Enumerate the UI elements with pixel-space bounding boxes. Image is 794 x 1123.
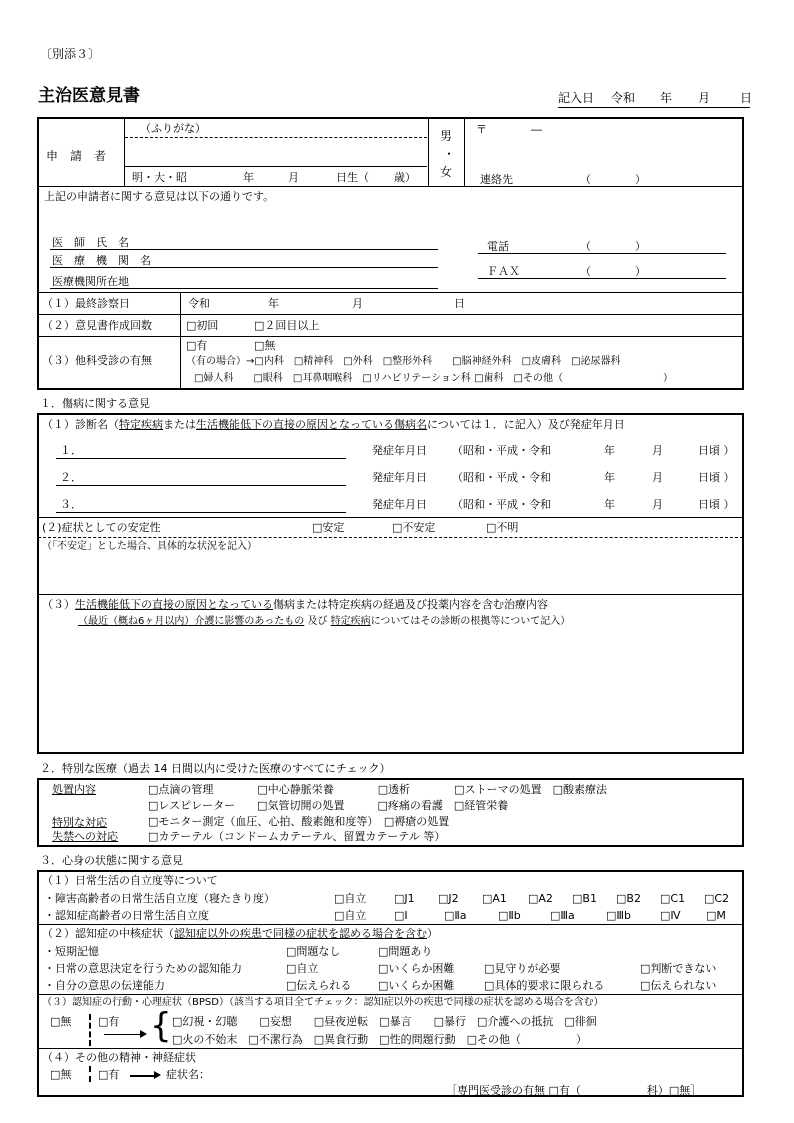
bedridden-opt-4[interactable]: □A1 (482, 892, 507, 905)
diagnosis-3-month: 月 (652, 498, 663, 511)
last-exam-year: 年 (268, 297, 279, 310)
entry-date-month: 月 (698, 91, 711, 105)
bedridden-label: ・障害高齢者の日常生活自立度（寝たきり度） (44, 892, 275, 905)
gender-male: 男 (440, 129, 453, 143)
applicant-label: 申 請 者 (46, 149, 107, 163)
diagnosis-3-onset: 発症年月日 (372, 498, 427, 511)
diagnosis-3-day: 日頃 ） (698, 498, 735, 511)
phone-value: （ ） (580, 240, 646, 253)
bedridden-opt-9[interactable]: □C2 (704, 892, 730, 905)
diagnosis-1-day: 日頃 ） (698, 444, 735, 457)
s3-divider-1 (38, 924, 743, 925)
bpsd-symptoms-1[interactable]: □幻視・幻聴 □妄想 □昼夜逆転 □暴言 □暴行 □介護への抵抗 □徘徊 (172, 1015, 597, 1028)
other-neuro-arrow-line (130, 1075, 156, 1077)
other-dept-no[interactable]: □無 (254, 339, 276, 352)
first-time-checkbox[interactable]: □初回 (186, 319, 219, 332)
doctor-name-line (50, 249, 438, 250)
bpsd-brace: { (150, 1006, 172, 1046)
decision-label: ・日常の意思決定を行うための認知能力 (44, 962, 242, 975)
stable-checkbox[interactable]: □安定 (312, 521, 345, 534)
birth-era: 明・大・昭 (132, 171, 187, 184)
special-care-line-1[interactable]: □点滴の管理 □中心静脈栄養 □透析 □ストーマの処置 □酸素療法 (148, 783, 607, 796)
decision-independent[interactable]: □自立 (286, 962, 319, 975)
section2-title: ２．特別な医療（過去 14 日間以内に受けた医療のすべてにチェック） (40, 762, 391, 775)
furigana-dashed-line (125, 137, 427, 138)
other-neuro-heading: （４）その他の精神・神経症状 (42, 1051, 196, 1064)
last-exam-month: 月 (352, 297, 363, 310)
unstable-note: （「不安定」とした場合、具体的な状況を記入） (42, 541, 257, 552)
diagnosis-3-line (56, 512, 346, 513)
postal-code: 〒 ― (476, 123, 542, 136)
diagnosis-1-year: 年 (604, 444, 615, 457)
entry-date-day: 日 (740, 91, 753, 105)
other-neuro-no[interactable]: □無 (50, 1068, 72, 1081)
bpsd-heading: （３）認知症の行動・心理症状（BPSD）（該当する項目全てチェック：認知症以外の疾患で同様の症状を認める場合を含む） (42, 997, 604, 1008)
bpsd-yes[interactable]: □有 (98, 1015, 120, 1028)
s3-divider-3 (38, 1048, 743, 1049)
bpsd-symptoms-2[interactable]: □火の不始末 □不潔行為 □異食行動 □性的問題行動 □その他（ ） (172, 1033, 587, 1046)
gender-female: 女 (440, 165, 453, 179)
attachment-label: 〔別添３〕 (40, 47, 101, 61)
last-exam-era: 令和 (188, 297, 210, 310)
other-dept-label: （３）他科受診の有無 (42, 354, 152, 367)
decision-supervision[interactable]: □見守りが必要 (484, 962, 561, 975)
second-time-checkbox[interactable]: □２回目以上 (254, 319, 320, 332)
unknown-checkbox[interactable]: □不明 (486, 521, 519, 534)
communication-cannot[interactable]: □伝えられない (640, 979, 717, 992)
dementia-level-label: ・認知症高齢者の日常生活自立度 (44, 909, 209, 922)
other-dept-list-1[interactable]: （有の場合）→□内科 □精神科 □外科 □整形外科 □脳神経外科 □皮膚科 □泌尿器科 (186, 356, 621, 367)
diagnosis-2-month: 月 (652, 471, 663, 484)
page-title: 主治医意見書 (38, 86, 140, 106)
diagnosis-heading: （１）診断名（特定疾病または生活機能低下の直接の原因となっている傷病名については１．に記入）及び発症年月日 (42, 418, 625, 431)
diagnosis-2-number: ２． (60, 471, 82, 484)
birth-month: 月 (288, 171, 299, 184)
other-dept-list-2[interactable]: □婦人科 □眼科 □耳鼻咽喉科 □リハビリテーション科 □歯科 □その他（ ） (194, 373, 673, 384)
other-neuro-arrow-icon (154, 1071, 161, 1079)
phone-line (478, 253, 726, 254)
row3-top-line (38, 336, 743, 337)
dementia-opt-2[interactable]: □Ⅰ (394, 909, 408, 922)
dementia-opt-1[interactable]: □自立 (334, 909, 367, 922)
treatment-content-label: 処置内容 (52, 783, 96, 796)
name-gender-divider (428, 118, 429, 186)
diagnosis-2-day: 日頃 ） (698, 471, 735, 484)
treatment-heading: （３）生活機能低下の直接の原因となっている傷病または特定疾病の経過及び投薬内容を含む治療内容 (42, 598, 548, 611)
bedridden-opt-7[interactable]: □B2 (616, 892, 641, 905)
diagnosis-2-year: 年 (604, 471, 615, 484)
symptom-name-label: 症状名： (166, 1068, 210, 1081)
special-care-line-2[interactable]: □レスピレーター □気管切開の処置 □疼痛の看護 □経管栄養 (148, 799, 509, 812)
core-symptoms-heading: （２）認知症の中核症状（認知症以外の疾患で同様の症状を認める場合を含む） (42, 927, 438, 940)
dementia-opt-5[interactable]: □Ⅲa (550, 909, 575, 922)
decision-some-difficulty[interactable]: □いくらか困難 (378, 962, 455, 975)
stability-label: (２)症状としての安定性 (42, 521, 161, 534)
diagnosis-2-line (56, 485, 346, 486)
bedridden-opt-6[interactable]: □B1 (572, 892, 597, 905)
institution-label: 医 療 機 関 名 (52, 254, 151, 267)
special-care-line-4[interactable]: □カテーテル（コンドームカテーテル、留置カテーテル 等） (148, 830, 446, 843)
diagnosis-3-number: ３． (60, 498, 82, 511)
diagnosis-3-year: 年 (604, 498, 615, 511)
doctor-name-label: 医 師 氏 名 (52, 236, 129, 249)
phone-label: 電話 (487, 240, 509, 253)
dementia-opt-7[interactable]: □Ⅳ (660, 909, 681, 922)
communication-some-difficulty[interactable]: □いくらか困難 (378, 979, 455, 992)
gender-dot: ・ (443, 147, 456, 161)
section1-box (37, 413, 744, 754)
contact-label: 連絡先 (480, 173, 513, 186)
section1-title: １．傷病に関する意見 (40, 397, 150, 410)
fax-label: ＦＡＸ (487, 265, 520, 278)
s3-divider-2 (38, 994, 743, 995)
bpsd-no[interactable]: □無 (50, 1015, 72, 1028)
intro-text: 上記の申請者に関する意見は以下の通りです。 (44, 190, 275, 203)
diagnosis-2-onset: 発症年月日 (372, 471, 427, 484)
short-memory-problem[interactable]: □問題あり (378, 945, 433, 958)
address-line (50, 288, 438, 289)
dementia-opt-6[interactable]: □Ⅲb (606, 909, 631, 922)
other-neuro-dashed-divider (89, 1066, 91, 1082)
diagnosis-1-onset: 発症年月日 (372, 444, 427, 457)
bpsd-arrow-icon (140, 1030, 147, 1038)
bedridden-opt-8[interactable]: □C1 (660, 892, 686, 905)
row2-top-line (38, 314, 743, 315)
communication-limited[interactable]: □具体的要求に限られる (484, 979, 605, 992)
diagnosis-3-era: （昭和・平成・令和 (452, 498, 551, 511)
stability-top-line (38, 517, 743, 518)
name-bottom-line (125, 166, 427, 167)
bedridden-opt-3[interactable]: □J2 (438, 892, 459, 905)
stability-dashed-line (38, 537, 743, 538)
short-memory-label: ・短期記憶 (44, 945, 99, 958)
bedridden-opt-1[interactable]: □自立 (334, 892, 367, 905)
decision-cannot[interactable]: □判断できない (640, 962, 717, 975)
institution-line (50, 267, 438, 268)
age-unit: 歳） (394, 171, 416, 184)
diagnosis-1-line (56, 458, 346, 459)
specialist-visit[interactable]: ［専門医受診の有無 □有（ 科）□無］ (446, 1084, 702, 1097)
entry-date-year: 年 (660, 91, 673, 105)
furigana-label: （ふりがな） (140, 122, 206, 135)
communication-label: ・自分の意思の伝達能力 (44, 979, 165, 992)
communication-can[interactable]: □伝えられる (286, 979, 352, 992)
row1-top-line (38, 292, 743, 293)
entry-date-era: 令和 (611, 91, 636, 105)
other-dept-yes[interactable]: □有 (186, 339, 208, 352)
dementia-opt-8[interactable]: □M (706, 909, 726, 922)
bpsd-dashed-divider (89, 1014, 91, 1046)
rows-label-divider (180, 293, 181, 389)
birth-day-age: 日生（ (336, 171, 369, 184)
contact-phone: （ ） (580, 173, 646, 186)
last-exam-label: （１）最終診察日 (42, 297, 130, 310)
diagnosis-2-era: （昭和・平成・令和 (452, 471, 551, 484)
special-care-line-3[interactable]: □モニター測定（血圧、心拍、酸素飽和度等） □褥瘡の処置 (148, 815, 450, 828)
applicant-bottom-line (38, 186, 743, 187)
bedridden-opt-5[interactable]: □A2 (528, 892, 553, 905)
dementia-opt-3[interactable]: □Ⅱa (444, 909, 467, 922)
entry-date-underline (558, 107, 750, 108)
address-label: 医療機関所在地 (52, 275, 129, 288)
unstable-checkbox[interactable]: □不安定 (392, 521, 436, 534)
incontinence-label: 失禁への対応 (52, 830, 118, 843)
birth-year: 年 (243, 171, 254, 184)
applicant-label-divider (124, 118, 125, 186)
entry-date-label: 記入日 (558, 91, 595, 105)
treatment-top-line (38, 594, 743, 595)
special-handling-label: 特別な対応 (52, 816, 107, 829)
diagnosis-1-era: （昭和・平成・令和 (452, 444, 551, 457)
treatment-subheading: （最近（概ね6ヶ月以内）介護に影響のあったもの 及び 特定疾病についてはその診断の根拠等について記入） (78, 616, 571, 627)
other-neuro-yes[interactable]: □有 (98, 1068, 120, 1081)
diagnosis-1-number: １． (60, 444, 82, 457)
gender-address-divider (464, 118, 465, 186)
short-memory-ok[interactable]: □問題なし (286, 945, 341, 958)
fax-line (478, 278, 726, 279)
diagnosis-1-month: 月 (652, 444, 663, 457)
section3-title: ３．心身の状態に関する意見 (40, 854, 183, 867)
opinion-count-label: （２）意見書作成回数 (42, 319, 152, 332)
bedridden-opt-2[interactable]: □J1 (394, 892, 415, 905)
last-exam-day: 日 (454, 297, 465, 310)
independence-heading: （１）日常生活の自立度等について (42, 874, 218, 887)
fax-value: （ ） (580, 265, 646, 278)
dementia-opt-4[interactable]: □Ⅱb (498, 909, 521, 922)
bpsd-arrow-line (104, 1034, 144, 1035)
